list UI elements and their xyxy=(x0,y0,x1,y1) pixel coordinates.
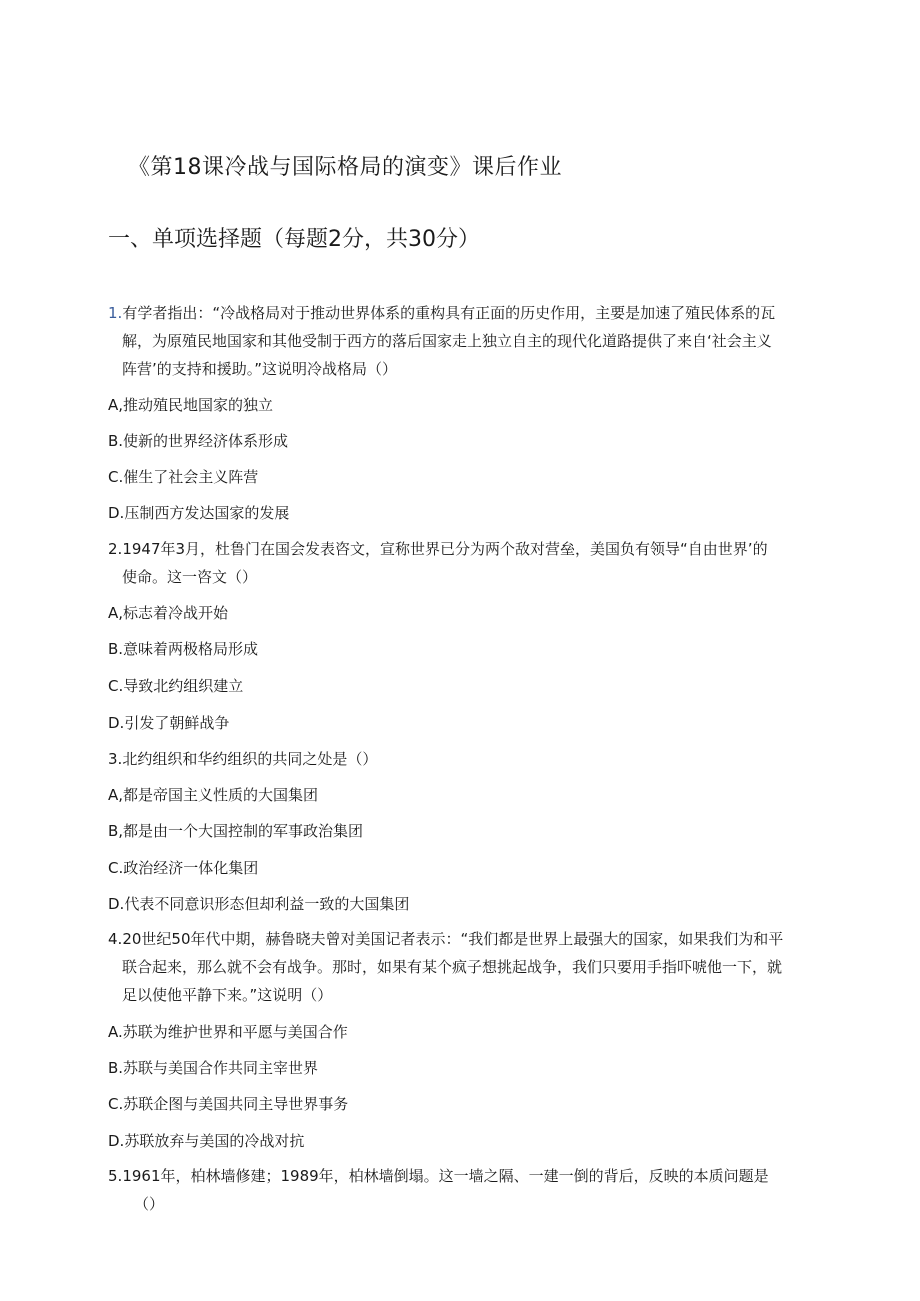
question-2-line-2: 使命。这一咨文（） xyxy=(122,568,258,586)
question-4-line-2: 联合起来，那么就不会有战争。那时，如果有某个疯子想挑起战争，我们只要用手指吓唬他一下，就 xyxy=(122,958,783,976)
question-number: 2. xyxy=(108,540,123,558)
question-number: 5. xyxy=(108,1167,123,1185)
question-4-line-3: 足以使他平静下来。”这说明（） xyxy=(122,986,333,1004)
question-5-line-2: （） xyxy=(134,1195,165,1213)
question-3-option-c: C.政治经济一体化集团 xyxy=(108,859,259,877)
question-4-option-c: C.苏联企图与美国共同主导世界事务 xyxy=(108,1095,349,1113)
question-1-option-d: D.压制西方发达国家的发展 xyxy=(108,504,290,522)
question-4-option-b: B.苏联与美国合作共同主宰世界 xyxy=(108,1059,319,1077)
question-number: 3. xyxy=(108,750,123,768)
question-2-option-a: A,标志着冷战开始 xyxy=(108,604,229,622)
question-1-option-a: A,推动殖民地国家的独立 xyxy=(108,396,274,414)
question-2-option-b: B.意味着两极格局形成 xyxy=(108,640,259,658)
question-1-option-c: C.催生了社会主义阵营 xyxy=(108,468,259,486)
question-2-line-1: 2.1947年3月，杜鲁门在国会发表咨文，宣称世界已分为两个敌对营垒，美国负有领导“自由世界’的 xyxy=(108,540,768,558)
document-title: 《第18课冷战与国际格局的演变》课后作业 xyxy=(128,155,562,180)
section-heading: 一、单项选择题（每题2分，共30分） xyxy=(108,227,480,252)
question-number: 1. xyxy=(108,304,123,322)
question-3-option-a: A,都是帝国主义性质的大国集团 xyxy=(108,786,319,804)
question-5-line-1: 5.1961年，柏林墙修建；1989年，柏林墙倒塌。这一墙之隔、一建一倒的背后，反映的本质问题是 xyxy=(108,1167,769,1185)
question-1-line-2: 解，为原殖民地国家和其他受制于西方的落后国家走上独立自主的现代化道路提供了来自‘社会主义 xyxy=(122,332,772,350)
question-3-option-d: D.代表不同意识形态但却利益一致的大国集团 xyxy=(108,895,410,913)
question-number: 4. xyxy=(108,930,123,948)
question-1-option-b: B.使新的世界经济体系形成 xyxy=(108,432,289,450)
question-1-line-1: 1.有学者指出：“冷战格局对于推动世界体系的重构具有正面的历史作用，主要是加速了殖民体系的瓦 xyxy=(108,304,776,322)
question-4-line-1: 4.20世纪50年代中期，赫鲁晓夫曾对美国记者表示：“我们都是世界上最强大的国家，如果我们为和平 xyxy=(108,930,784,948)
question-1-line-3: 阵营’的支持和援助。”这说明冷战格局（） xyxy=(122,360,398,378)
question-4-option-a: A.苏联为维护世界和平愿与美国合作 xyxy=(108,1023,348,1041)
question-3-option-b: B,都是由一个大国控制的军事政治集团 xyxy=(108,822,364,840)
question-2-option-c: C.导致北约组织建立 xyxy=(108,677,244,695)
question-3-line-1: 3.北约组织和华约组织的共同之处是（） xyxy=(108,750,378,768)
question-4-option-d: D.苏联放弃与美国的冷战对抗 xyxy=(108,1132,305,1150)
question-2-option-d: D.引发了朝鲜战争 xyxy=(108,714,230,732)
